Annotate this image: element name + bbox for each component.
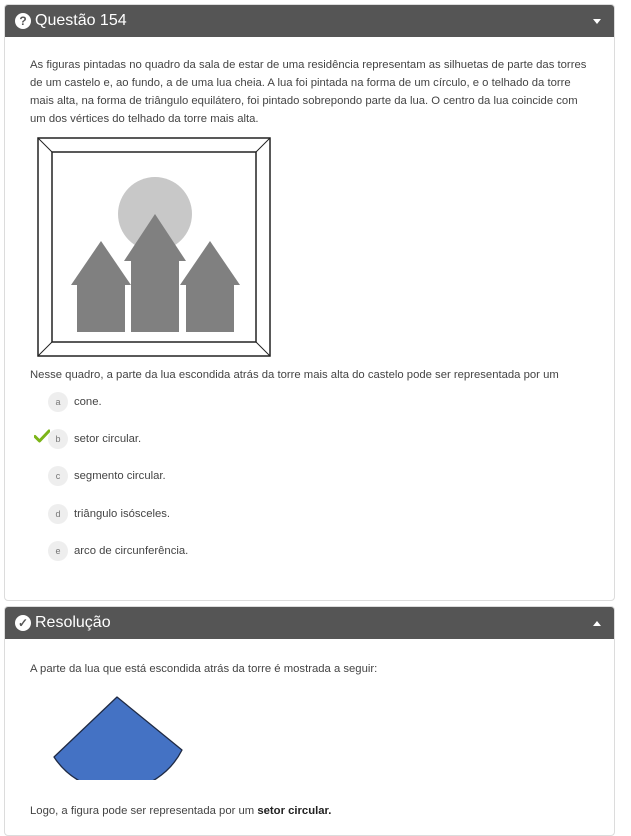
resolution-text: A parte da lua que está escondida atrás da torre é mostrada a seguir: bbox=[30, 663, 378, 675]
conclusion-text: Logo, a figura pode ser representada por um bbox=[30, 805, 258, 817]
circular-sector bbox=[54, 697, 182, 780]
option-d[interactable] bbox=[48, 504, 170, 524]
option-letter: d bbox=[48, 504, 68, 524]
option-e[interactable] bbox=[48, 541, 188, 561]
sector-figure bbox=[50, 694, 186, 780]
expand-chevron-icon[interactable] bbox=[588, 614, 606, 632]
option-letter: b bbox=[48, 429, 68, 449]
conclusion-answer: setor circular. bbox=[257, 805, 332, 817]
option-label: setor circular. bbox=[74, 433, 142, 445]
collapse-chevron-icon[interactable] bbox=[588, 12, 606, 30]
option-letter: c bbox=[48, 466, 68, 486]
resolution-conclusion bbox=[30, 802, 590, 820]
option-a[interactable] bbox=[48, 392, 102, 412]
painting-figure bbox=[37, 137, 271, 358]
option-letter: a bbox=[48, 392, 68, 412]
option-label: segmento circular. bbox=[74, 470, 166, 482]
check-circle-icon: ✓ bbox=[15, 615, 31, 631]
option-letter: e bbox=[48, 541, 68, 561]
question-prompt: Nesse quadro, a parte da lua escondida atrás da torre mais alta do castelo pode ser representada por um bbox=[30, 369, 559, 381]
question-circle-icon: ? bbox=[15, 13, 31, 29]
option-c[interactable] bbox=[48, 466, 166, 486]
option-label: triângulo isósceles. bbox=[74, 508, 171, 520]
question-title: Questão 154 bbox=[35, 12, 127, 29]
resolution-title: Resolução bbox=[35, 614, 111, 631]
option-label: arco de circunferência. bbox=[74, 545, 189, 557]
resolution-header[interactable] bbox=[5, 607, 614, 639]
option-b[interactable] bbox=[48, 429, 141, 449]
question-header[interactable] bbox=[5, 5, 614, 37]
option-label: cone. bbox=[74, 396, 102, 408]
question-text: As figuras pintadas no quadro da sala de estar de uma residência representam as silhuetas de parte das torres de um castelo e, ao fundo, a de uma lua cheia. A lua foi pintada na forma de um círculo, e o telhado da torre mais alta, na forma de triângulo equilátero, foi pintado sobrepondo parte da lua. O centro da lua coincide com um dos vértices do telhado da torre mais alta. bbox=[30, 59, 587, 125]
